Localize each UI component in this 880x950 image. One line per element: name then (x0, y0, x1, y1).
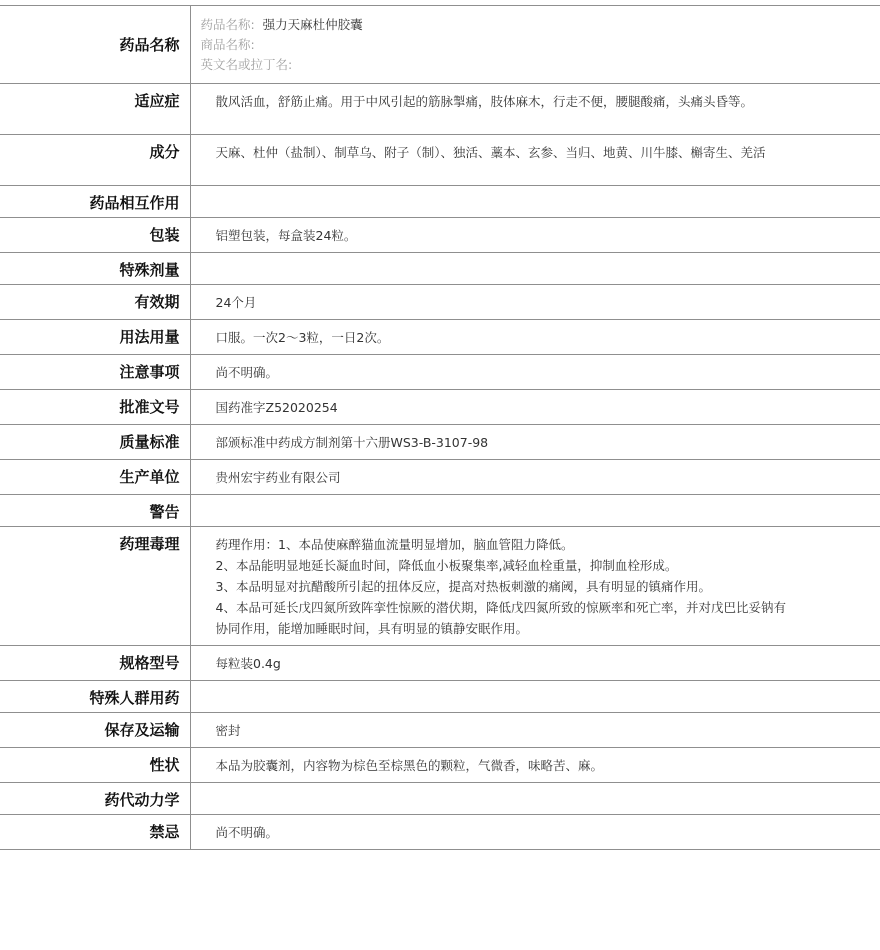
row-packaging (0, 218, 880, 253)
row-label: 特殊人群用药 (0, 681, 190, 713)
row-specification (0, 646, 880, 681)
row-label: 药品相互作用 (0, 186, 190, 218)
row-label: 药理毒理 (0, 527, 190, 646)
row-special-populations (0, 681, 880, 713)
pharmacology-paragraph: 4、本品可延长戊四氮所致阵挛性惊厥的潜伏期，降低戊四氮所致的惊厥率和死亡率，并对戊巴比妥钠有协同作用，能增加睡眠时间，具有明显的镇静安眠作用。 (215, 600, 786, 636)
row-contraindications (0, 815, 880, 850)
row-quality-standard (0, 425, 880, 460)
row-value (190, 681, 880, 713)
row-label: 质量标准 (0, 425, 190, 460)
row-value: 每粒装0.4g (190, 646, 880, 681)
row-label: 生产单位 (0, 460, 190, 495)
row-value: 国药准字Z52020254 (190, 390, 880, 425)
row-ingredients (0, 135, 880, 186)
row-label: 禁忌 (0, 815, 190, 850)
drug-name-block (190, 6, 880, 84)
row-approval-number (0, 390, 880, 425)
row-dosage (0, 320, 880, 355)
row-precautions (0, 355, 880, 390)
row-label: 药品名称 (0, 6, 190, 84)
row-value: 密封 (190, 713, 880, 748)
row-value (190, 253, 880, 285)
pharmacology-text (190, 527, 880, 646)
row-label: 注意事项 (0, 355, 190, 390)
row-value (190, 495, 880, 527)
row-label: 性状 (0, 748, 190, 783)
row-value: 贵州宏宇药业有限公司 (190, 460, 880, 495)
row-label: 特殊剂量 (0, 253, 190, 285)
row-pharmacology (0, 527, 880, 646)
row-value: 铝塑包装，每盒装24粒。 (190, 218, 880, 253)
pharmacology-paragraph: 药理作用：1、本品使麻醉猫血流量明显增加，脑血管阻力降低。 (215, 537, 574, 552)
row-special-dosage (0, 253, 880, 285)
row-value: 尚不明确。 (190, 815, 880, 850)
row-label: 用法用量 (0, 320, 190, 355)
row-label: 规格型号 (0, 646, 190, 681)
trade-name-line: 商品名称: (200, 37, 255, 52)
row-value: 24个月 (190, 285, 880, 320)
row-label: 适应症 (0, 84, 190, 135)
row-value: 部颁标准中药成方制剂第十六册WS3-B-3107-98 (190, 425, 880, 460)
row-label: 包装 (0, 218, 190, 253)
generic-name-prefix: 药品名称: (200, 17, 255, 32)
row-indications (0, 84, 880, 135)
row-label: 成分 (0, 135, 190, 186)
row-interactions (0, 186, 880, 218)
row-manufacturer (0, 460, 880, 495)
drug-spec-table (0, 5, 880, 850)
row-label: 有效期 (0, 285, 190, 320)
pharmacology-paragraph: 3、本品明显对抗醋酸所引起的扭体反应，提高对热板刺激的痛阈，具有明显的镇痛作用。 (215, 579, 711, 594)
row-description (0, 748, 880, 783)
row-warning (0, 495, 880, 527)
row-value: 本品为胶囊剂，内容物为棕色至棕黑色的颗粒，气微香，味略苦、麻。 (190, 748, 880, 783)
row-value (190, 186, 880, 218)
row-drug-name (0, 6, 880, 84)
row-value (190, 783, 880, 815)
generic-name-value: 强力天麻杜仲胶囊 (262, 17, 363, 32)
row-label: 批准文号 (0, 390, 190, 425)
row-shelf-life (0, 285, 880, 320)
english-name-line: 英文名或拉丁名: (200, 57, 293, 72)
row-value: 口服。一次2～3粒，一日2次。 (190, 320, 880, 355)
row-value: 尚不明确。 (190, 355, 880, 390)
row-storage (0, 713, 880, 748)
row-label: 警告 (0, 495, 190, 527)
row-label: 保存及运输 (0, 713, 190, 748)
generic-name-line (201, 15, 871, 35)
row-value: 天麻、杜仲（盐制）、制草乌、附子（制）、独活、藁本、玄参、当归、地黄、川牛膝、槲寄生、羌活 (190, 135, 880, 186)
row-pharmacokinetics (0, 783, 880, 815)
row-value: 散风活血，舒筋止痛。用于中风引起的筋脉掣痛，肢体麻木，行走不便，腰腿酸痛，头痛头昏等。 (190, 84, 880, 135)
pharmacology-paragraph: 2、本品能明显地延长凝血时间，降低血小板聚集率,减轻血栓重量，抑制血栓形成。 (215, 558, 678, 573)
row-label: 药代动力学 (0, 783, 190, 815)
